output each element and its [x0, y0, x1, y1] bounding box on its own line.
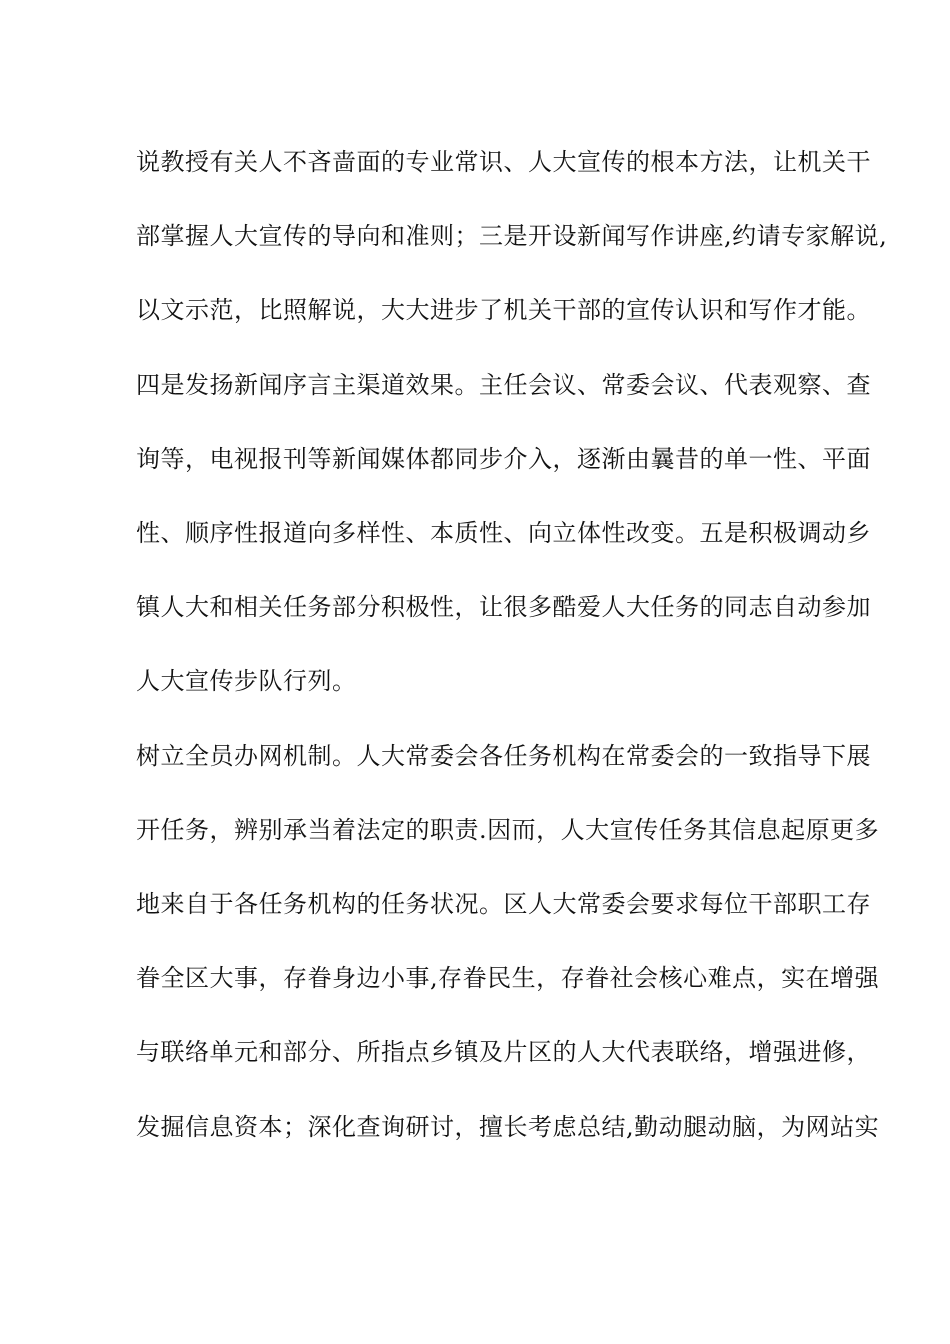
paragraph-line: 以文示范，比照解说，大大进步了机关干部的宣传认识和写作才能。	[136, 296, 871, 324]
paragraph-line: 树立全员办网机制。人大常委会各任务机构在常委会的一致指导下展	[136, 742, 871, 770]
paragraph-line: 性、顺序性报道向多样性、本质性、向立体性改变。五是积极调动乡	[136, 519, 871, 547]
paragraph-line: 发掘信息资本；深化查询研讨，擅长考虑总结,勤动腿动脑，为网站实	[136, 1113, 880, 1141]
paragraph-line: 与联络单元和部分、所指点乡镇及片区的人大代表联络，增强进修，	[136, 1038, 871, 1066]
paragraph-line: 部掌握人大宣传的导向和准则；三是开设新闻写作讲座,约请专家解说,	[136, 222, 888, 250]
paragraph-line: 四是发扬新闻序言主渠道效果。主任会议、常委会议、代表观察、查	[136, 371, 871, 399]
paragraph-line: 眷全区大事，存眷身边小事,存眷民生，存眷社会核心难点，实在增强	[136, 964, 880, 992]
paragraph-line: 人大宣传步队行列。	[136, 667, 357, 695]
paragraph-line: 说教授有关人不吝啬面的专业常识、人大宣传的根本方法，让机关干	[136, 148, 871, 176]
paragraph-line: 地来自于各任务机构的任务状况。区人大常委会要求每位干部职工存	[136, 890, 871, 918]
paragraph-line: 镇人大和相关任务部分积极性，让很多酷爱人大任务的同志自动参加	[136, 593, 871, 621]
paragraph-line: 开任务，辨别承当着法定的职责.因而，人大宣传任务其信息起原更多	[136, 816, 880, 844]
paragraph-line: 询等，电视报刊等新闻媒体都同步介入，逐渐由曩昔的单一性、平面	[136, 445, 871, 473]
